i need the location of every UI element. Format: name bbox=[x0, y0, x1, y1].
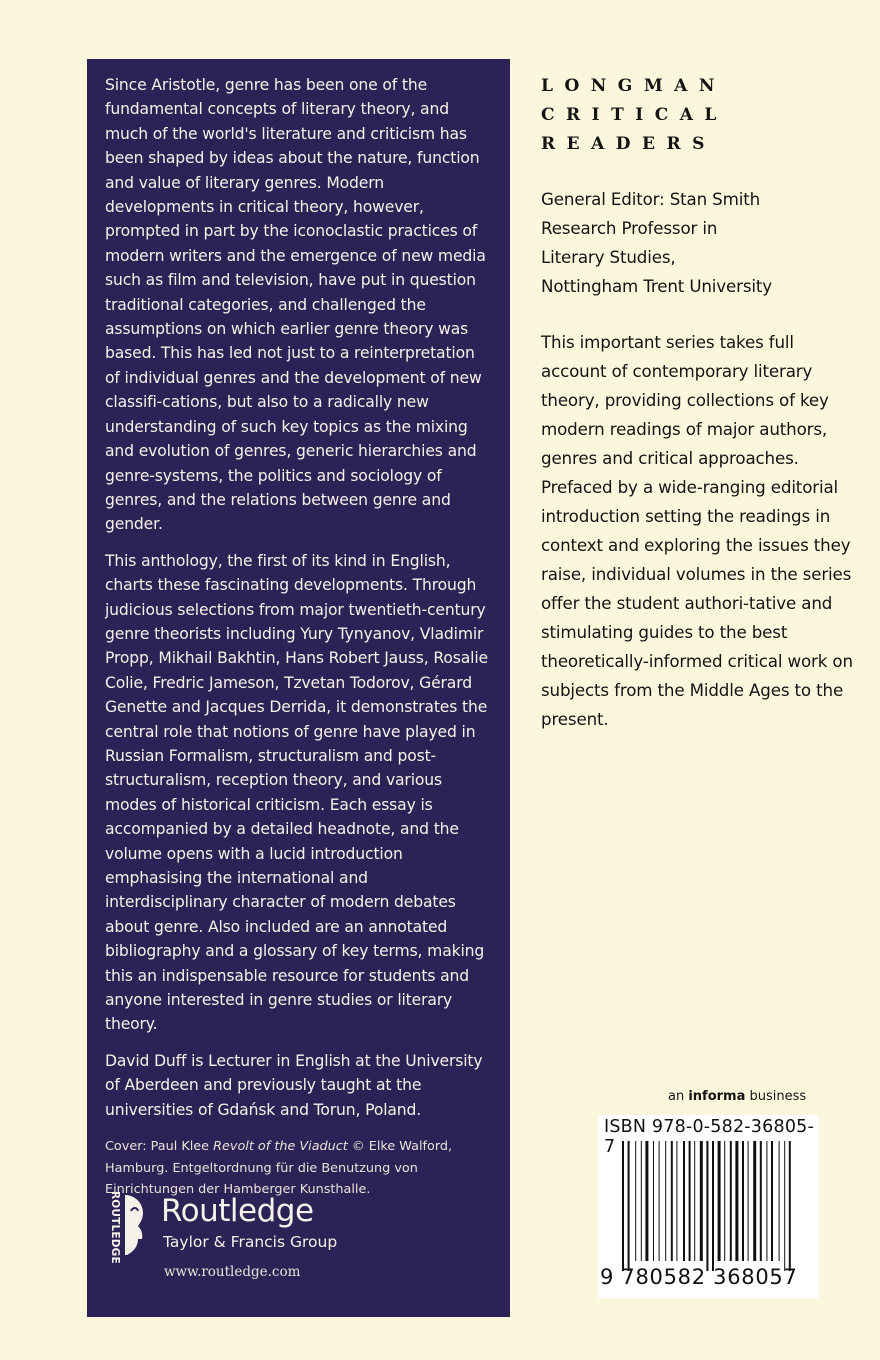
barcode-stripe bbox=[760, 1141, 762, 1261]
barcode-stripe bbox=[665, 1141, 666, 1261]
publisher-group: Taylor & Francis Group bbox=[163, 1233, 338, 1251]
barcode-stripe bbox=[671, 1141, 673, 1261]
barcode-stripe bbox=[766, 1141, 767, 1261]
author-bio: David Duff is Lecturer in English at the University of Aberdeen and previously taught at the universities of Gdańsk and Torun, Poland. bbox=[105, 1051, 483, 1119]
blurb-paragraph-1: Since Aristotle, genre has been one of the fundamental concepts of literary theory, and much of the world's literature and criticism has been shaped by ideas about the nature, function and value of literary genres. Modern developments in critical theory, however, prompted in part by the iconoclastic practices of modern writers and the emergence of new media such as film and television, have put in question traditional categories, and challenged the assumptions on which earlier genre theory was based. This has led not just to a reinterpretation of individual genres and the development of new classifi-cations, but also to a radically new understanding of such key topics as the mixing and evolution of genres, generic hierarchies and genre-systems, the politics and sociology of genres, and the relations between genre and gender. bbox=[105, 76, 486, 534]
barcode-stripe bbox=[730, 1141, 732, 1261]
informa-prefix: an bbox=[668, 1089, 689, 1104]
barcode-stripe bbox=[789, 1141, 791, 1271]
general-editor bbox=[541, 185, 861, 301]
barcode-stripe bbox=[784, 1141, 785, 1271]
series-title-line-2: CRITICAL bbox=[541, 105, 728, 125]
barcode-stripe bbox=[706, 1141, 708, 1271]
barcode-stripe bbox=[735, 1141, 738, 1261]
barcode-stripe bbox=[645, 1141, 648, 1261]
barcode-digits: 9 780582 368057 bbox=[600, 1265, 798, 1289]
barcode-stripe bbox=[689, 1141, 691, 1261]
barcode-stripe bbox=[724, 1141, 725, 1261]
barcode-stripe bbox=[753, 1141, 756, 1261]
back-cover-blurb-panel bbox=[87, 59, 510, 1317]
barcode-stripe bbox=[712, 1141, 714, 1271]
barcode-stripe bbox=[653, 1141, 654, 1261]
informa-brand: informa bbox=[688, 1089, 746, 1104]
barcode-stripe bbox=[635, 1141, 636, 1261]
series-column bbox=[541, 72, 861, 734]
barcode bbox=[598, 1115, 819, 1298]
barcode-stripe bbox=[748, 1141, 749, 1261]
editor-line-3: Literary Studies, bbox=[541, 247, 676, 267]
barcode-stripe bbox=[779, 1141, 780, 1261]
series-title-line-1: LONGMAN bbox=[541, 76, 726, 96]
barcode-stripe bbox=[700, 1141, 703, 1261]
cover-credit-prefix: Cover: Paul Klee bbox=[105, 1139, 214, 1155]
cover-credit-suffix: © Elke Walford, Hamburg. Entgeltordnung für die Benutzung von Einrichtungen der Hamberger Kunsthalle. bbox=[105, 1139, 453, 1198]
series-title bbox=[541, 72, 861, 159]
routledge-vertical-text: ROUTLEDGE bbox=[109, 1191, 121, 1264]
informa-suffix: business bbox=[745, 1089, 807, 1104]
series-description: This important series takes full account of contemporary literary theory, providing collections of key modern readings of major authors, genres and critical approaches. Prefaced by a wide-ranging editorial introduction setting the readings in context and exploring the issues they raise, individual volumes in the series offer the student authori-tative and stimulating guides to the best theoretically-informed critical work on subjects from the Middle Ages to the present. bbox=[541, 332, 853, 729]
barcode-stripe bbox=[628, 1141, 630, 1271]
barcode-stripe bbox=[742, 1141, 744, 1261]
publisher-name: Routledge bbox=[161, 1193, 314, 1229]
cover-artwork-title: Revolt of the Viaduct bbox=[213, 1139, 348, 1155]
isbn-label: ISBN 978-0-582-36805-7 bbox=[604, 1117, 814, 1157]
editor-line-4: Nottingham Trent University bbox=[541, 276, 772, 296]
blurb bbox=[105, 73, 488, 1122]
barcode-stripe bbox=[622, 1141, 624, 1271]
barcode-stripe bbox=[641, 1141, 642, 1261]
editor-line-1: General Editor: Stan Smith bbox=[541, 189, 761, 209]
series-title-line-3: READERS bbox=[541, 134, 716, 154]
publisher-url: www.routledge.com bbox=[164, 1264, 301, 1280]
barcode-stripe bbox=[771, 1141, 773, 1261]
routledge-logo bbox=[105, 1193, 365, 1263]
editor-line-2: Research Professor in bbox=[541, 218, 718, 238]
barcode-stripe bbox=[694, 1141, 695, 1261]
cover-credit bbox=[105, 1136, 488, 1201]
informa-tagline bbox=[668, 1089, 806, 1104]
barcode-stripe bbox=[718, 1141, 721, 1261]
blurb-paragraph-2: This anthology, the first of its kind in English, charts these fascinating developments. Through judicious selections from major twentieth-century genre theorists including Yury Tynyanov, Vladimir Propp, Mikhail Bakhtin, Hans Robert Jauss, Rosalie Colie, Fredric Jameson, Tzvetan Todorov, Gérard Genette and Jacques Derrida, it demonstrates the central role that notions of genre have played in Russian Formalism, structuralism and post-structuralism, reception theory, and various modes of historical criticism. Each essay is accompanied by a detailed headnote, and the volume opens with a lucid introduction emphasising the international and interdisciplinary character of modern debates about genre. Also included are an annotated bibliography and a glossary of key terms, making this an indispensable resource for students and anyone interested in genre studies or literary theory. bbox=[105, 551, 488, 1034]
barcode-stripe bbox=[659, 1141, 660, 1261]
barcode-stripe bbox=[683, 1141, 685, 1261]
barcode-stripe bbox=[676, 1141, 677, 1261]
